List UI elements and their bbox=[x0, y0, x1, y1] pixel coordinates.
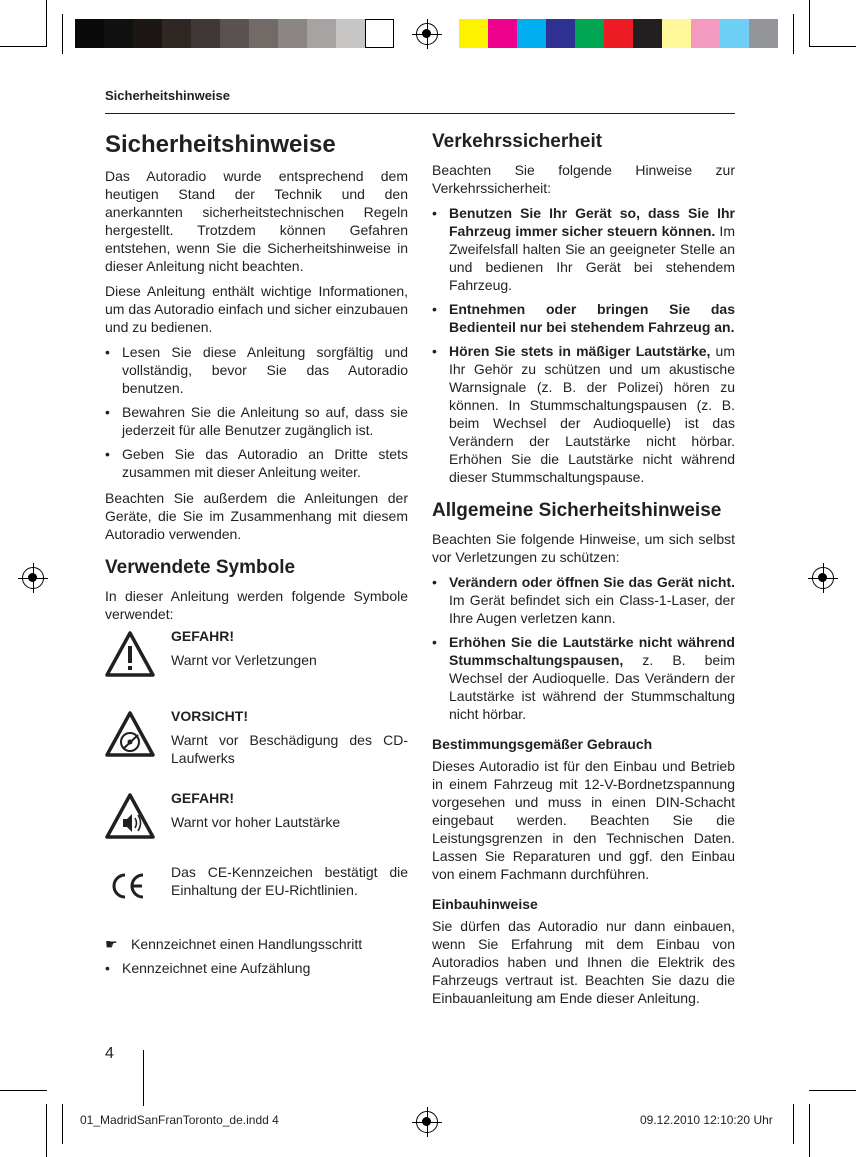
color-swatch bbox=[488, 19, 517, 48]
outro-paragraph: Beachten Sie außerdem die Anleitungen der Geräte, die Sie im Zusammenhang mit diesem Autoradio verwenden. bbox=[105, 490, 408, 542]
traffic-intro: Beachten Sie folgende Hinweise zur Verkehrssicherheit: bbox=[432, 162, 735, 196]
list-item: • Erhöhen Sie die Lautstärke nicht während Stummschaltungspausen, z. B. beim Wechsel der Audioquelle. Das Verändern der Lautstärke ist während der Stummschaltung nicht hörbar. bbox=[432, 633, 735, 723]
page-number: 4 bbox=[105, 1045, 114, 1062]
step-legend bbox=[105, 935, 408, 959]
ce-mark-icon bbox=[105, 863, 155, 909]
list-item: • Lesen Sie diese Anleitung sorgfältig und vollständig, bevor Sie das Autoradio benutzen. bbox=[105, 343, 408, 397]
instruction-list bbox=[105, 343, 408, 481]
install-heading: Einbauhinweise bbox=[432, 896, 538, 912]
color-swatch bbox=[749, 19, 778, 48]
list-item: • Verändern oder öffnen Sie das Gerät nicht. Im Gerät befindet sich ein Class-1-Laser, der Ihre Augen verletzen kann. bbox=[432, 573, 735, 627]
symbol-title: GEFAHR! bbox=[171, 790, 234, 806]
symbol-title: VORSICHT! bbox=[171, 708, 248, 724]
symbol-description: Das CE-Kennzeichen bestätigt die Einhaltung der EU-Richtlinien. bbox=[171, 864, 408, 898]
color-swatch bbox=[104, 19, 133, 48]
right-column bbox=[432, 131, 735, 1014]
symbol-title: GEFAHR! bbox=[171, 628, 234, 644]
color-swatch bbox=[162, 19, 191, 48]
crop-mark bbox=[46, 0, 47, 47]
symbol-entry bbox=[105, 707, 408, 789]
list-item: • Bewahren Sie die Anleitung so auf, dass sie jederzeit für alle Benutzer zugänglich ist. bbox=[105, 403, 408, 439]
general-list bbox=[432, 573, 735, 723]
list-item: • Hören Sie stets in mäßiger Lautstärke, um Ihr Gehör zu schützen und um akustische Warnsignale (z. B. der Polizei) hören zu können. In Stummschaltungspausen (z. B. beim Wechsel der Audioquelle) ist das Verändern der Lautstärke nicht hörbar. Erhöhen Sie die Lautstärke nicht während dieser Stummschaltungspause. bbox=[432, 342, 735, 486]
intro-paragraph: Diese Anleitung enthält wichtige Informationen, um das Autoradio einfach und sicher einzubauen und zu bedienen. bbox=[105, 283, 408, 335]
step-legend-text: Kennzeichnet einen Handlungsschritt bbox=[131, 936, 363, 952]
color-swatch bbox=[604, 19, 633, 48]
list-legend bbox=[105, 959, 408, 977]
color-swatch bbox=[75, 19, 104, 48]
traffic-heading: Verkehrssicherheit bbox=[432, 131, 603, 152]
usage-heading: Bestimmungsgemäßer Gebrauch bbox=[432, 736, 653, 752]
install-paragraph: Sie dürfen das Autoradio nur dann einbauen, wenn Sie Erfahrung mit dem Einbau von Autoradios haben und Ihnen die Elektrik des Fahrzeugs vertraut ist. Beachten Sie dazu die Einbauanleitung am Ende dieser Anleitung. bbox=[432, 918, 735, 1006]
page-number-rule bbox=[143, 1050, 144, 1106]
color-swatch bbox=[133, 19, 162, 48]
list-item: • Geben Sie das Autoradio an Dritte stets zusammen mit dieser Anleitung weiter. bbox=[105, 445, 408, 481]
crop-mark bbox=[793, 14, 794, 54]
color-swatch bbox=[662, 19, 691, 48]
symbol-entry bbox=[105, 789, 408, 863]
list-legend-text: • Kennzeichnet eine Aufzählung bbox=[105, 959, 408, 977]
symbol-entry bbox=[105, 627, 408, 707]
color-swatch bbox=[720, 19, 749, 48]
warning-triangle-icon bbox=[105, 631, 155, 677]
symbol-description: Warnt vor Verletzungen bbox=[171, 652, 317, 668]
color-swatch bbox=[307, 19, 336, 48]
color-swatch bbox=[546, 19, 575, 48]
symbol-description: Warnt vor hoher Lautstärke bbox=[171, 814, 341, 830]
symbols-heading: Verwendete Symbole bbox=[105, 557, 296, 578]
registration-mark-icon bbox=[416, 1111, 438, 1133]
crop-mark bbox=[0, 1090, 47, 1091]
volume-warning-icon bbox=[105, 793, 155, 839]
file-info: 01_MadridSanFranToronto_de.indd 4 bbox=[80, 1113, 279, 1127]
color-swatch bbox=[459, 19, 488, 48]
running-header: Sicherheitshinweise bbox=[105, 88, 230, 103]
left-column bbox=[105, 131, 408, 985]
header-rule bbox=[105, 113, 735, 114]
registration-mark-icon bbox=[22, 567, 44, 589]
cd-warning-icon bbox=[105, 711, 155, 757]
crop-mark bbox=[809, 0, 810, 47]
list-item: • Benutzen Sie Ihr Gerät so, dass Sie Ihr Fahrzeug immer sicher steuern können. Im Zweifelsfall halten Sie an geeigneter Stelle an und bedienen Ihr Gerät bei stehendem Fahrzeug. bbox=[432, 204, 735, 294]
general-heading: Allgemeine Sicherheitshinweise bbox=[432, 500, 722, 521]
color-swatch bbox=[278, 19, 307, 48]
color-swatch bbox=[575, 19, 604, 48]
crop-mark bbox=[0, 46, 47, 47]
registration-mark-icon bbox=[812, 567, 834, 589]
symbol-entry bbox=[105, 863, 408, 935]
crop-mark bbox=[809, 1090, 856, 1091]
color-swatch bbox=[220, 19, 249, 48]
color-swatch bbox=[191, 19, 220, 48]
symbols-intro: In dieser Anleitung werden folgende Symbole verwendet: bbox=[105, 588, 408, 622]
intro-paragraph: Das Autoradio wurde entsprechend dem heutigen Stand der Technik und den anerkannten sicherheitstechnischen Regeln hergestellt. Trotzdem können Gefahren entstehen, wenn Sie die Sicherheitshinweise in dieser Anleitung nicht beachten. bbox=[105, 168, 408, 274]
crop-mark bbox=[809, 1104, 810, 1157]
color-swatch bbox=[691, 19, 720, 48]
color-swatch bbox=[633, 19, 662, 48]
color-swatch bbox=[249, 19, 278, 48]
list-item: • Entnehmen oder bringen Sie das Bedienteil nur bei stehendem Fahrzeug an. bbox=[432, 300, 735, 336]
crop-mark bbox=[46, 1104, 47, 1157]
general-intro: Beachten Sie folgende Hinweise, um sich selbst vor Verletzungen zu schützen: bbox=[432, 531, 735, 565]
crop-mark bbox=[793, 1104, 794, 1144]
crop-mark bbox=[62, 14, 63, 54]
crop-mark bbox=[809, 46, 856, 47]
color-swatch bbox=[365, 19, 394, 48]
date-info: 09.12.2010 12:10:20 Uhr bbox=[640, 1113, 773, 1127]
registration-mark-icon bbox=[416, 23, 438, 45]
pointing-hand-icon: ☛ bbox=[105, 936, 118, 952]
symbol-description: Warnt vor Beschädigung des CD-Laufwerks bbox=[171, 732, 408, 766]
traffic-list bbox=[432, 204, 735, 486]
page-title: Sicherheitshinweise bbox=[105, 131, 336, 158]
usage-paragraph: Dieses Autoradio ist für den Einbau und Betrieb in einem Fahrzeug mit 12-V-Bordnetzspannung vorgesehen und muss in einen DIN-Schacht eingebaut werden. Beachten Sie die Leistungsgrenzen in den Technischen Daten. Lassen Sie Reparaturen und ggf. den Einbau von einem Fachmann durchführen. bbox=[432, 758, 735, 882]
crop-mark bbox=[62, 1104, 63, 1144]
color-swatch bbox=[517, 19, 546, 48]
color-swatch bbox=[336, 19, 365, 48]
